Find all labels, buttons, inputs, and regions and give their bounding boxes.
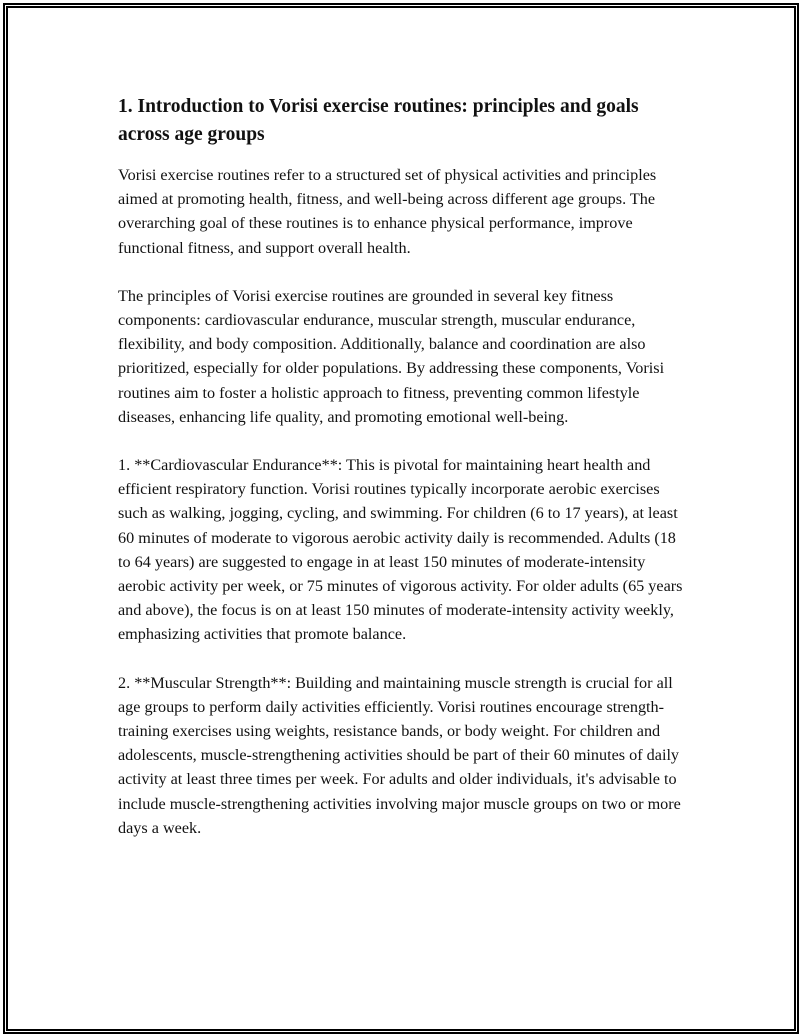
intro-paragraph: Vorisi exercise routines refer to a structured set of physical activities and principles aimed at promoting health, fitness, and well-being across different age groups. The overarching goal of these routines is to enhance physical performance, improve functional fitness, and support overall health. [118, 166, 657, 257]
section-heading: 1. Introduction to Vorisi exercise routines: principles and goals across age groups [118, 96, 639, 145]
muscular-strength-paragraph: 2. **Muscular Strength**: Building and maintaining muscle strength is crucial for all age groups to perform daily activities efficiently. Vorisi routines encourage strength-training exercises using weights, resistance bands, or body weight. For children and adolescents, muscle-strengthening activities should be part of their 60 minutes of daily activity at least three times per week. For adults and older individuals, it's advisable to include muscle-strengthening activities involving major muscle groups on two or more days a week. [118, 673, 681, 837]
principles-paragraph: The principles of Vorisi exercise routines are grounded in several key fitness components: cardiovascular endurance, muscular strength, muscular endurance, flexibility, and body composition. Additionally, balance and coordination are also prioritized, especially for older populations. By addressing these components, Vorisi routines aim to foster a holistic approach to fitness, preventing common lifestyle diseases, enhancing life quality, and promoting emotional well-being. [118, 286, 665, 426]
document-body [118, 93, 684, 864]
cardiovascular-endurance-paragraph: 1. **Cardiovascular Endurance**: This is pivotal for maintaining heart health and efficient respiratory function. Vorisi routines typically incorporate aerobic exercises such as walking, jogging, cycling, and swimming. For children (6 to 17 years), at least 60 minutes of moderate to vigorous aerobic activity daily is recommended. Adults (18 to 64 years) are suggested to engage in at least 150 minutes of moderate-intensity aerobic activity per week, or 75 minutes of vigorous activity. For older adults (65 years and above), the focus is on at least 150 minutes of moderate-intensity activity weekly, emphasizing activities that promote balance. [118, 456, 683, 644]
